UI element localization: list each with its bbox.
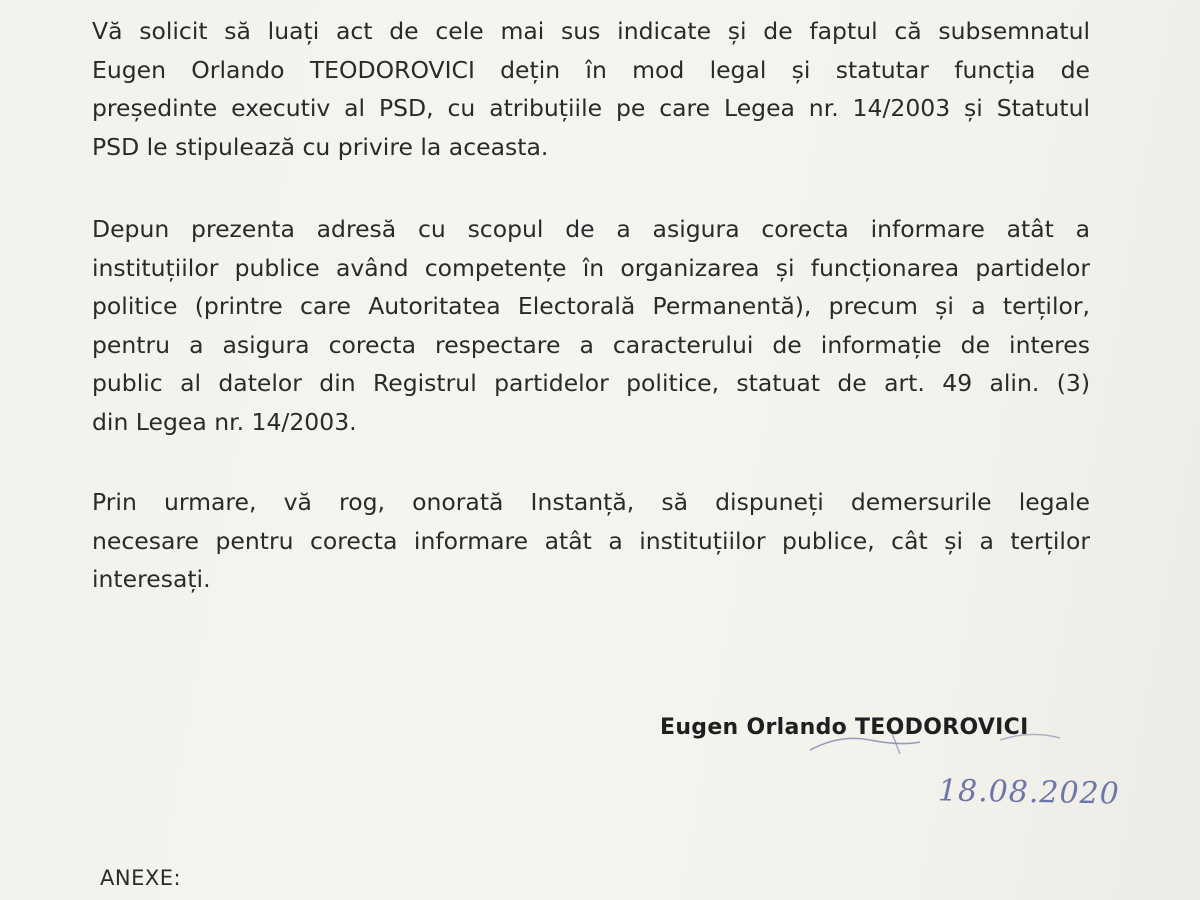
- paragraph-purpose: [92, 210, 1090, 441]
- text-line: public al datelor din Registrul partidelor politice, statuat de art. 49 alin. (3): [92, 369, 1090, 397]
- text-line: Depun prezenta adresă cu scopul de a asigura corecta informare atât a: [92, 215, 1090, 243]
- text-line: PSD le stipulează cu privire la aceasta.: [92, 132, 549, 161]
- text-line: Prin urmare, vă rog, onorată Instanță, să dispuneți demersurile legale: [92, 488, 1090, 516]
- handwritten-date: 18.08.2020: [937, 773, 1121, 812]
- paragraph-conclusion: [92, 483, 1090, 599]
- annex-label: ANEXE:: [100, 866, 182, 890]
- text-line: din Legea nr. 14/2003.: [92, 407, 357, 436]
- text-line: interesați.: [92, 565, 211, 593]
- text-line: necesare pentru corecta informare atât a instituțiilor publice, cât și a terților: [92, 526, 1090, 555]
- text-line: politice (printre care Autoritatea Electorală Permanentă), precum și a terților,: [92, 292, 1090, 320]
- text-line: Vă solicit să luați act de cele mai sus indicate și de faptul că subsemnatul: [92, 17, 1090, 45]
- text-line: pentru a asigura corecta respectare a caracterului de informație de interes: [92, 330, 1090, 359]
- signature-name: Eugen Orlando TEODOROVICI: [660, 715, 1029, 740]
- text-line: instituțiilor publice având competențe în organizarea și funcționarea partidelor: [92, 253, 1090, 282]
- text-line: Eugen Orlando TEODOROVICI dețin în mod legal și statutar funcția de: [92, 55, 1090, 84]
- paragraph-request: [92, 12, 1090, 166]
- text-line: președinte executiv al PSD, cu atribuțiile pe care Legea nr. 14/2003 și Statutul: [92, 94, 1090, 122]
